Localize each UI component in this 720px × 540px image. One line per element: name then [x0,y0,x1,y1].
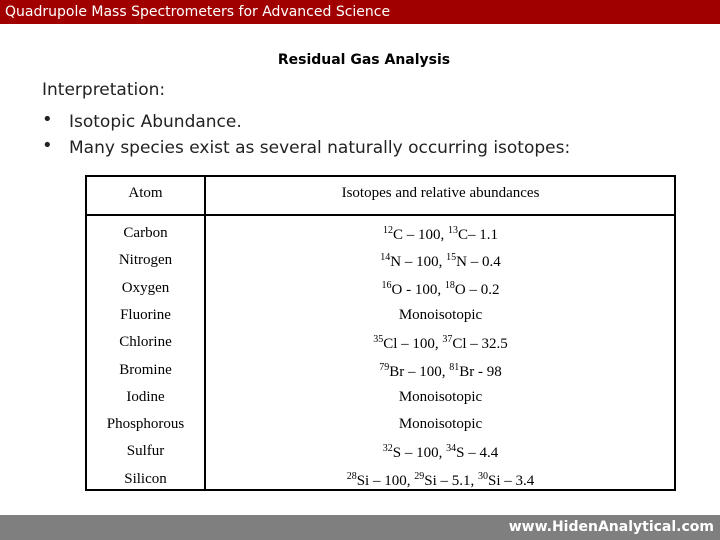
mass-number: 35 [373,334,384,346]
isotope-cell [205,307,676,324]
table-row [87,410,674,437]
isotope-text: Si – 100, [356,472,415,489]
table-row [87,383,674,410]
atom-cell: Sulfur [126,443,165,460]
isotope-text: O - 100, [391,281,445,298]
mass-number: 32 [382,443,393,455]
isotope-text: Monoisotopic [398,416,483,433]
mass-number: 16 [381,279,392,291]
isotope-table [85,175,676,491]
isotope-text: Monoisotopic [398,388,483,405]
bullet-text: Many species exist as several naturally occurring isotopes: [69,138,571,158]
isotope-text: S – 100, [392,445,447,462]
mass-number: 12 [382,225,393,236]
atom-cell: Bromine [119,361,172,378]
isotope-text: Monoisotopic [398,306,483,323]
atom-cell: Silicon [124,470,167,487]
mass-number: 34 [446,443,457,455]
isotope-text: C– 1.1 [458,227,499,243]
atom-cell: Iodine [126,388,165,405]
footer-bar [0,515,720,540]
isotope-cell [205,362,676,381]
table-row [87,274,674,301]
mass-number: 30 [478,470,488,482]
isotope-text: Cl – 32.5 [452,336,508,353]
atom-cell: Nitrogen [118,252,173,269]
mass-number: 28 [346,470,357,482]
isotope-text: Br - 98 [459,363,502,380]
atom-cell: Fluorine [120,306,171,323]
isotope-text: Br – 100, [389,363,450,380]
bullet-list [42,109,571,164]
footer-url: www.HidenAnalytical.com [508,519,714,535]
column-header-isotopes: Isotopes and relative abundances [341,185,540,201]
table-row [87,356,674,383]
isotope-cell [205,225,676,244]
isotope-text: S – 4.4 [456,445,499,462]
mass-number: 15 [446,252,457,264]
header-divider [87,214,674,216]
isotope-cell [205,471,676,490]
isotope-text: N – 100, [390,254,447,271]
bullet-item [42,109,570,138]
isotope-cell [205,252,676,271]
isotope-cell [205,443,676,462]
atom-cell: Carbon [123,225,168,241]
isotope-text: N – 0.4 [456,254,501,271]
isotope-cell [205,280,676,299]
table-row [87,437,674,464]
isotope-text: C – 100, [392,227,448,243]
bullet-text: Isotopic Abundance. [69,112,242,132]
bullet-dot-icon: • [42,109,53,130]
isotope-text: O – 0.2 [454,281,500,298]
isotope-text: Si – 5.1, [424,472,478,489]
bullet-dot-icon: • [42,135,53,156]
bullet-item [42,135,571,164]
atom-cell: Chlorine [119,334,172,351]
mass-number: 13 [448,225,458,236]
table-row [87,219,674,246]
table-row [87,301,674,328]
atom-cell: Phosphorous [106,416,185,433]
mass-number: 37 [442,334,453,346]
table-row [87,246,674,273]
isotope-cell [205,416,676,433]
table-row [87,328,674,355]
mass-number: 81 [449,361,460,373]
isotope-text: Cl – 100, [383,336,443,353]
atom-cell: Oxygen [121,279,170,296]
mass-number: 79 [379,361,390,373]
mass-number: 18 [444,279,455,291]
column-header-atom: Atom [128,185,163,201]
header-title: Quadrupole Mass Spectrometers for Advanced Science [5,4,391,20]
isotope-cell [205,334,676,353]
slide-title: Residual Gas Analysis [277,52,451,68]
table-row [87,465,674,492]
header-bar [0,0,720,24]
mass-number: 14 [380,252,391,264]
section-heading: Interpretation: [42,80,166,100]
isotope-text: Si – 3.4 [488,472,535,489]
mass-number: 29 [414,470,425,482]
isotope-cell [205,389,676,406]
